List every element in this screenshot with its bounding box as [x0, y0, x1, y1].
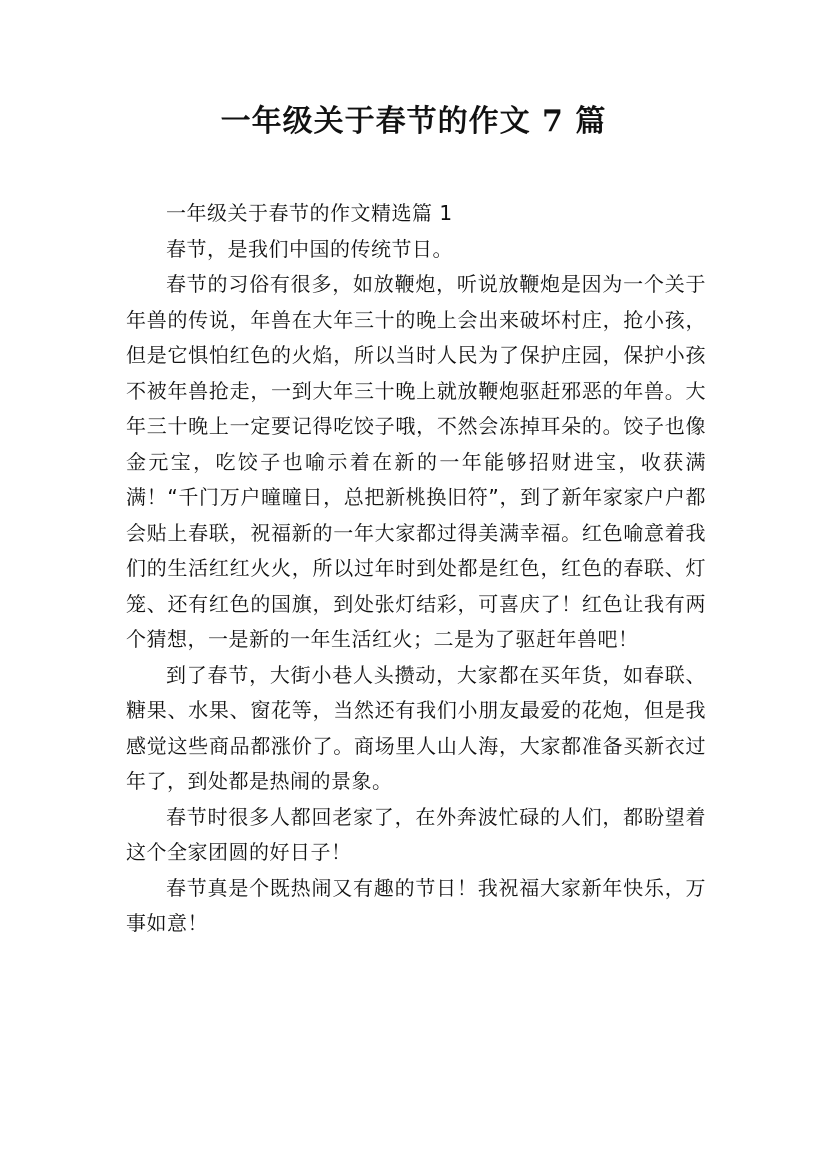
- paragraph: 春节的习俗有很多，如放鞭炮，听说放鞭炮是因为一个关于年兽的传说，年兽在大年三十的晚上会出来破坏村庄，抢小孩，但是它惧怕红色的火焰，所以当时人民为了保护庄园，保护小孩不被年兽抢走，一到大年三十晚上就放鞭炮驱赶邪恶的年兽。大年三十晚上一定要记得吃饺子哦，不然会冻掉耳朵的。饺子也像金元宝，吃饺子也喻示着在新的一年能够招财进宝，收获满满！“千门万户曈曈日，总把新桃换旧符”，到了新年家家户户都会贴上春联，祝福新的一年大家都过得美满幸福。红色喻意着我们的生活红红火火，所以过年时到处都是红色，红色的春联、灯笼、还有红色的国旗，到处张灯结彩，可喜庆了！红色让我有两个猜想，一是新的一年生活红火；二是为了驱赶年兽吧！: [126, 272, 706, 651]
- paragraph: 春节时很多人都回老家了，在外奔波忙碌的人们，都盼望着这个全家团圆的好日子！: [126, 804, 706, 864]
- paragraph: 春节真是个既热闹又有趣的节日！我祝福大家新年快乐，万事如意！: [126, 875, 706, 935]
- document-title: 一年级关于春节的作文 7 篇: [220, 104, 607, 139]
- document-body: [126, 196, 706, 942]
- section-heading: 一年级关于春节的作文精选篇 1: [166, 201, 453, 225]
- paragraph: 到了春节，大街小巷人头攒动，大家都在买年货，如春联、糖果、水果、窗花等，当然还有我们小朋友最爱的花炮，但是我感觉这些商品都涨价了。商场里人山人海，大家都准备买新衣过年了，到处都是热闹的景象。: [126, 662, 706, 793]
- paragraph: 春节，是我们中国的传统节日。: [166, 236, 453, 261]
